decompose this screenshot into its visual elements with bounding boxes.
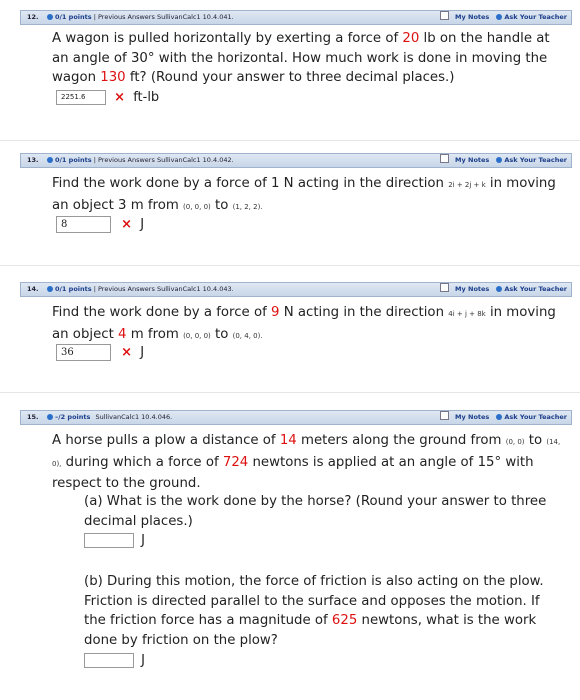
question-text-15 [52, 431, 562, 494]
question-meta [47, 154, 234, 167]
my-notes-link[interactable]: My Notes [455, 13, 490, 21]
ask-teacher-link[interactable]: Ask Your Teacher [504, 413, 567, 421]
points: 0/1 points [55, 285, 92, 293]
distance-value: 4 [118, 326, 127, 342]
text: meters along the ground from [296, 433, 506, 448]
force-value: 724 [222, 454, 249, 470]
question-meta [47, 411, 172, 424]
from-point: (0, 0, 0) [183, 202, 211, 211]
status-icon [47, 157, 53, 163]
force-value: 20 [402, 31, 420, 46]
text: to [524, 433, 547, 448]
status-icon [47, 286, 53, 292]
answer-row-12 [56, 90, 159, 105]
incorrect-icon: × [121, 217, 133, 232]
unit-label: J [141, 533, 145, 548]
header-actions [440, 283, 567, 296]
separator: | [93, 285, 96, 293]
separator: | [93, 13, 96, 21]
distance-value: 130 [100, 70, 126, 85]
question-header-13 [20, 153, 572, 168]
answer-row-15b [84, 653, 145, 668]
source-label: SullivanCalc1 10.4.042. [156, 156, 234, 164]
question-header-12 [20, 10, 572, 25]
text: lb on the handle at an angle of 30° with the horizontal. How much work is done in moving the wagon [52, 31, 550, 85]
notes-checkbox[interactable] [440, 283, 449, 292]
text: in moving an object [52, 305, 556, 342]
unit-label: J [140, 345, 145, 360]
text: m from [126, 326, 184, 342]
to-point: (0, 4, 0). [232, 331, 263, 340]
question-header-14 [20, 282, 572, 297]
from-point: (0, 0) [505, 438, 525, 446]
separator: | [93, 156, 96, 164]
question-number: 14. [27, 285, 39, 293]
force-value: 9 [271, 305, 280, 320]
text: N acting in the direction [279, 305, 449, 320]
previous-answers-link[interactable]: Previous Answers [98, 13, 155, 21]
points: –/2 points [55, 413, 91, 421]
text: Find the work done by a force of 1 N acting in the direction [52, 176, 449, 191]
header-actions [440, 411, 567, 424]
text: in moving an object 3 m from [52, 176, 556, 213]
ask-icon [496, 414, 502, 420]
question-text-14 [52, 303, 562, 346]
source-label: SullivanCalc1 10.4.046. [95, 413, 173, 421]
question-meta [47, 11, 234, 24]
question-text-12 [52, 29, 562, 88]
text: to [210, 326, 233, 342]
incorrect-icon: × [114, 90, 126, 105]
unit-label: J [140, 217, 145, 232]
ask-icon [496, 14, 502, 20]
divider [0, 140, 580, 141]
status-icon [47, 414, 53, 420]
divider [0, 392, 580, 393]
header-actions [440, 154, 567, 167]
answer-row-13 [56, 216, 144, 233]
notes-checkbox[interactable] [440, 411, 449, 420]
to-point: (14, 0), [52, 438, 561, 468]
notes-checkbox[interactable] [440, 11, 449, 20]
header-actions [440, 11, 567, 24]
question-header-15 [20, 410, 572, 425]
friction-value: 625 [331, 613, 358, 628]
ask-teacher-link[interactable]: Ask Your Teacher [504, 156, 567, 164]
text: newtons is applied at an angle of 15° with respect to the ground. [52, 454, 534, 491]
text: (a) What is the work done by the horse? (Round your answer to three decimal places.) [84, 494, 547, 529]
unit-label: J [141, 653, 145, 668]
ask-icon [496, 286, 502, 292]
question-number: 12. [27, 13, 39, 21]
unit-label: ft-lb [133, 90, 160, 105]
my-notes-link[interactable]: My Notes [455, 413, 490, 421]
answer-input[interactable]: 8 [56, 216, 111, 233]
answer-input-b[interactable] [84, 653, 134, 668]
question-meta [47, 283, 234, 296]
my-notes-link[interactable]: My Notes [455, 285, 490, 293]
text: Find the work done by a force of [52, 305, 271, 320]
question-number: 15. [27, 413, 39, 421]
incorrect-icon: × [121, 345, 133, 360]
distance-value: 14 [279, 433, 297, 448]
previous-answers-link[interactable]: Previous Answers [98, 285, 155, 293]
direction-vector: 4i + j + 8k [448, 310, 486, 318]
notes-checkbox[interactable] [440, 154, 449, 163]
answer-row-15a [84, 533, 145, 548]
previous-answers-link[interactable]: Previous Answers [98, 156, 155, 164]
divider [0, 265, 580, 266]
to-point: (1, 2, 2). [232, 202, 263, 211]
ask-teacher-link[interactable]: Ask Your Teacher [504, 285, 567, 293]
ask-teacher-link[interactable]: Ask Your Teacher [504, 13, 567, 21]
text: newtons, what is the work done by friction on the plow? [84, 613, 537, 648]
text: A wagon is pulled horizontally by exerting a force of [52, 31, 403, 46]
text: during which a force of [61, 454, 223, 470]
text: to [210, 197, 233, 213]
text: A horse pulls a plow a distance of [52, 433, 280, 448]
status-icon [47, 14, 53, 20]
part-b-text [84, 572, 560, 650]
question-text-13 [52, 174, 562, 217]
points: 0/1 points [55, 13, 92, 21]
ask-icon [496, 157, 502, 163]
answer-input-a[interactable] [84, 533, 134, 548]
text: ft? (Round your answer to three decimal places.) [125, 70, 455, 85]
text: (b) During this motion, the force of friction is also acting on the plow. Friction is directed parallel to the surface and opposes the motion. If the friction force has a magnitude of [84, 574, 544, 628]
source-label: SullivanCalc1 10.4.043. [156, 285, 234, 293]
answer-row-14 [56, 344, 144, 361]
part-a-text [84, 492, 554, 531]
points: 0/1 points [55, 156, 92, 164]
answer-input[interactable]: 36 [56, 344, 111, 361]
source-label: SullivanCalc1 10.4.041. [156, 13, 234, 21]
my-notes-link[interactable]: My Notes [455, 156, 490, 164]
answer-input[interactable]: 2251.6 [56, 90, 106, 105]
direction-vector: 2i + 2j + k [448, 181, 486, 189]
question-number: 13. [27, 156, 39, 164]
from-point: (0, 0, 0) [183, 331, 211, 340]
